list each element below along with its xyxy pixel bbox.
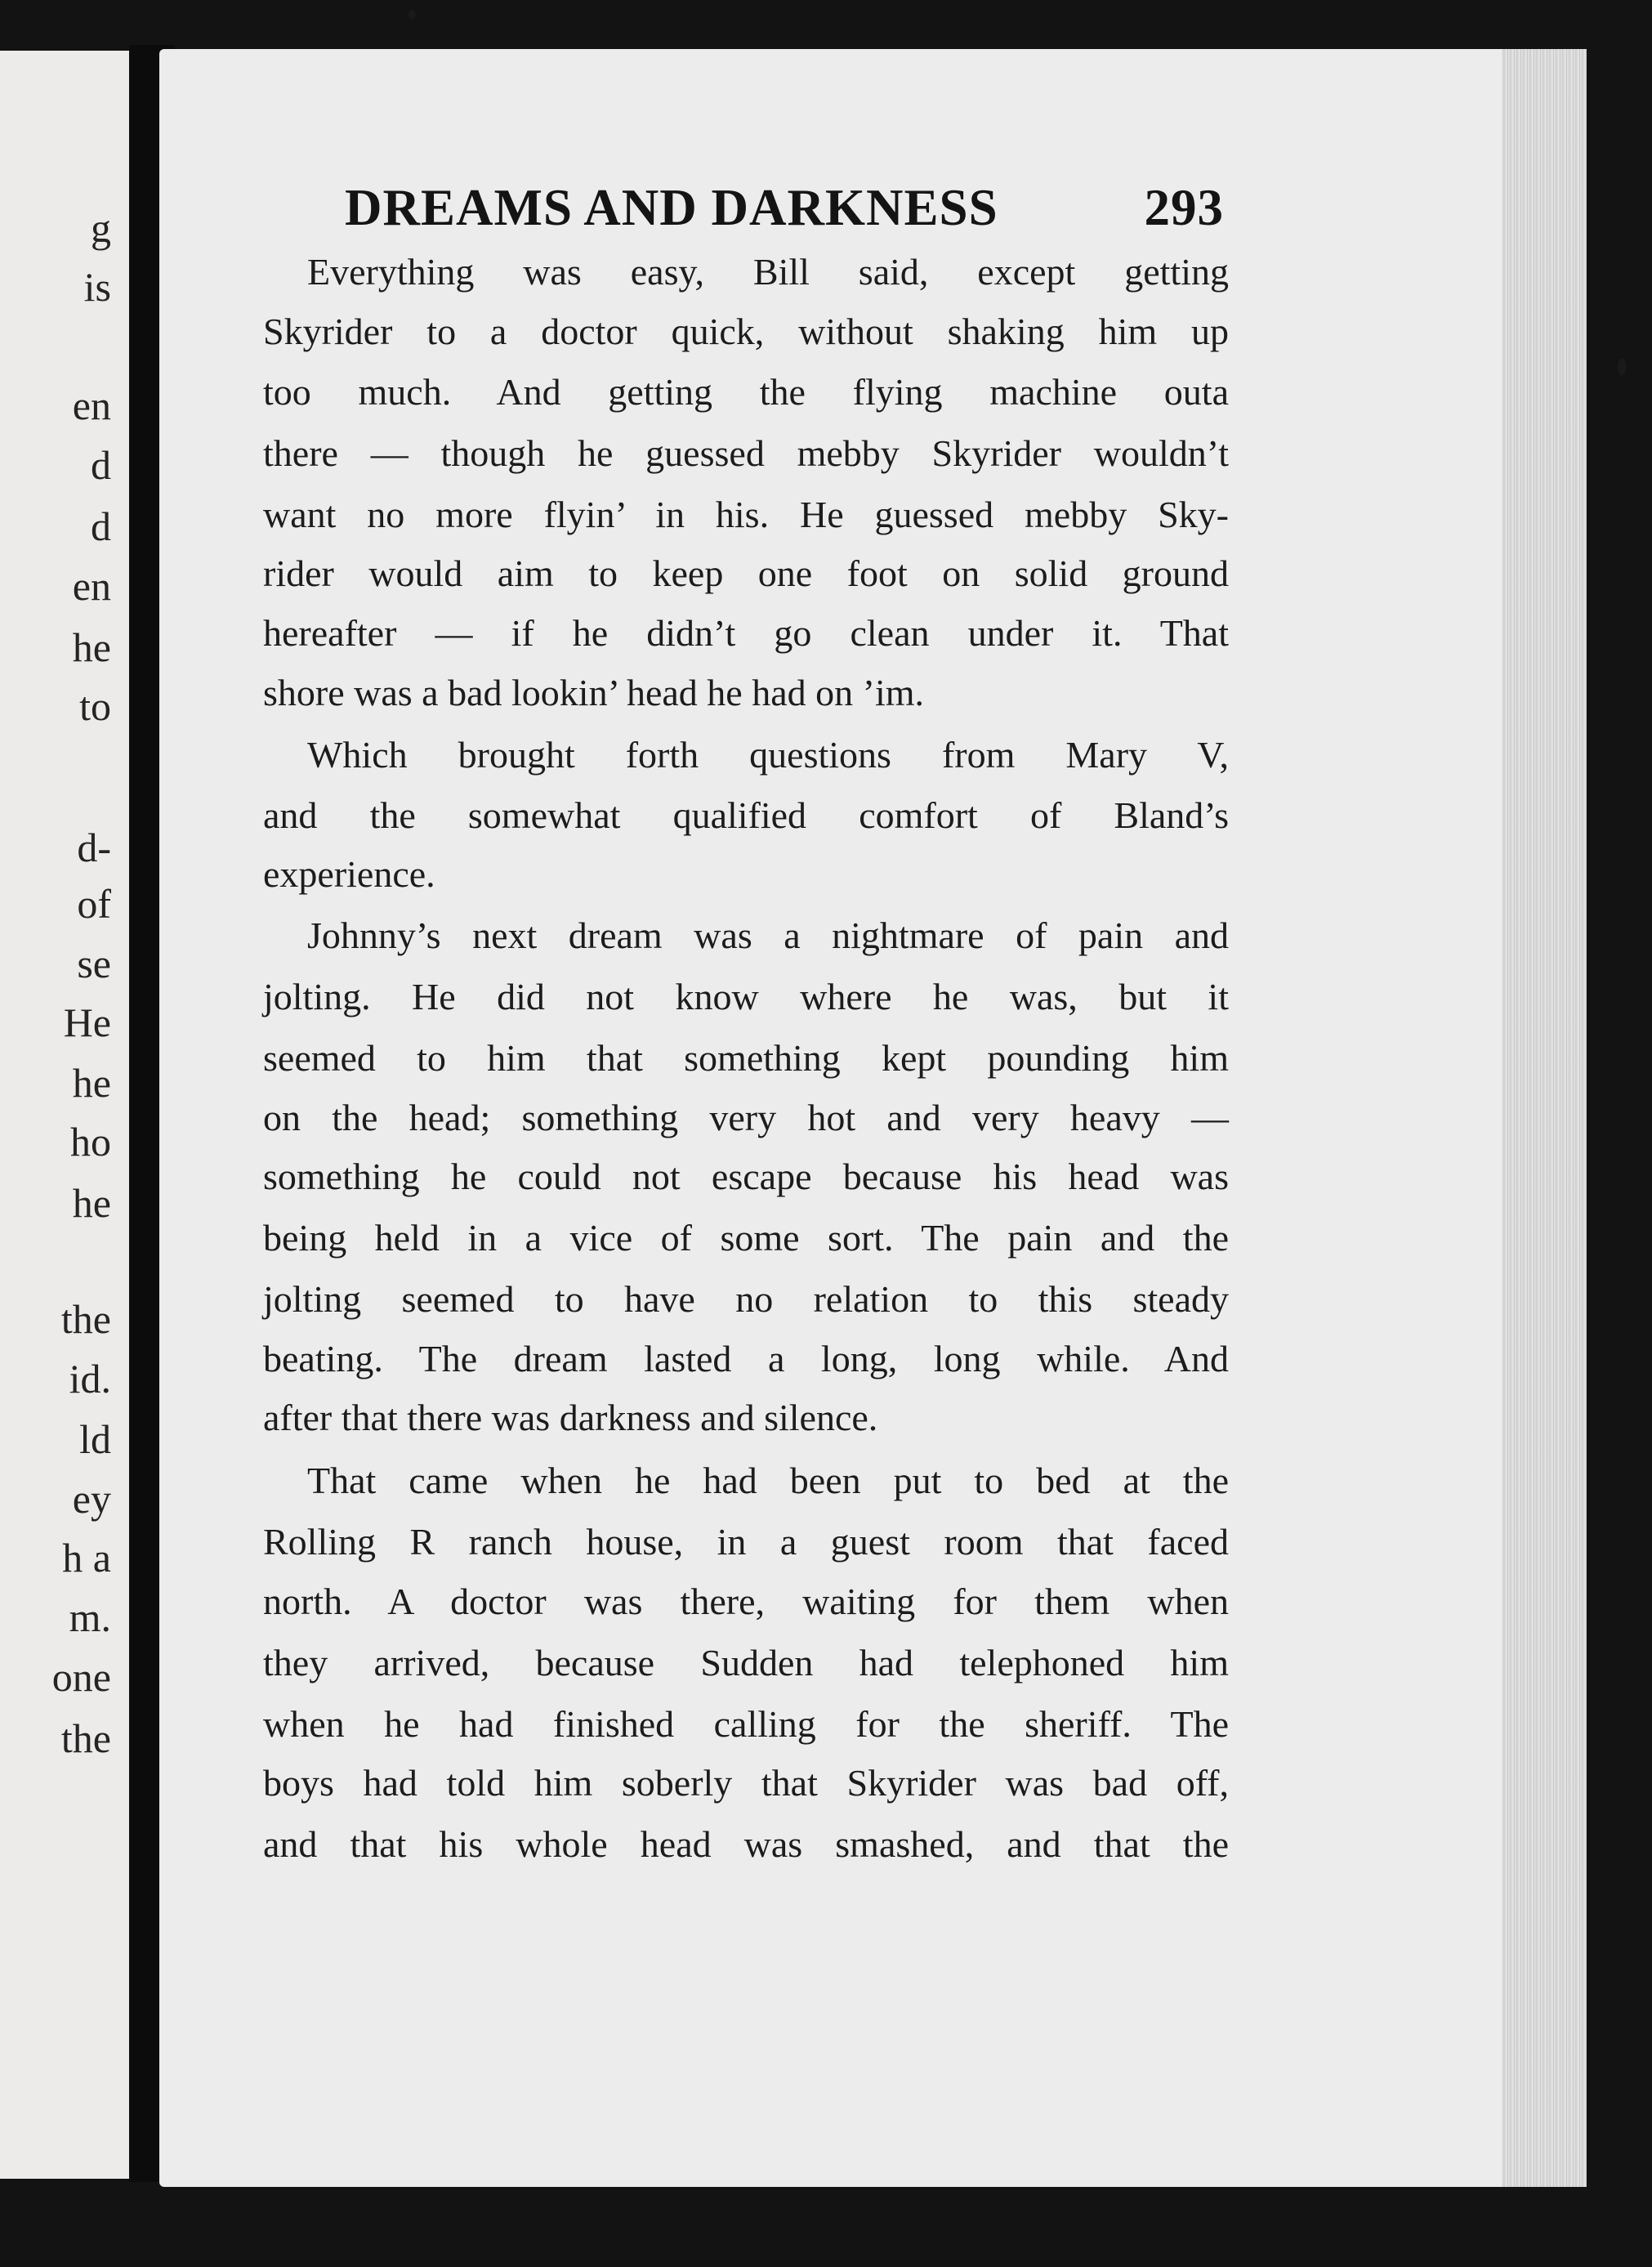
text-line: when he had finished calling for the sheriff. The xyxy=(263,1703,1229,1745)
text-line: after that there was darkness and silence. xyxy=(263,1397,878,1438)
text-line: shore was a bad lookin’ head he had on ’im. xyxy=(263,672,925,713)
text-line: beating. The dream lasted a long, long while. And xyxy=(263,1338,1229,1379)
dust-speck xyxy=(1618,358,1626,376)
page-number: 293 xyxy=(1144,179,1224,236)
text-line: Johnny’s next dream was a nightmare of pain and xyxy=(307,914,1229,956)
left-page-text-fragment: He xyxy=(63,999,111,1045)
text-line: rider would aim to keep one foot on solid ground xyxy=(263,552,1229,594)
left-page-text-fragment: d xyxy=(91,442,111,488)
text-line: and that his whole head was smashed, and that the xyxy=(263,1823,1229,1865)
left-page-text-fragment: he xyxy=(72,624,111,670)
text-line: Rolling R ranch house, in a guest room that faced xyxy=(263,1521,1229,1563)
left-page-text-fragment: id. xyxy=(69,1356,111,1402)
left-page-text-fragment: g xyxy=(91,205,111,251)
left-page-text-fragment: he xyxy=(72,1060,111,1106)
left-page-text-fragment: m. xyxy=(69,1594,111,1640)
text-line: want no more flyin’ in his. He guessed mebby Sky- xyxy=(263,494,1229,535)
left-page-text-fragment: to xyxy=(79,683,111,729)
page-edge xyxy=(1502,49,1587,2187)
text-line: jolting seemed to have no relation to this steady xyxy=(263,1278,1229,1320)
text-line: boys had told him soberly that Skyrider was bad off, xyxy=(263,1762,1229,1804)
text-line: jolting. He did not know where he was, but it xyxy=(263,976,1229,1017)
text-line: and the somewhat qualified comfort of Bland’s xyxy=(263,794,1229,836)
text-line: seemed to him that something kept pounding him xyxy=(263,1037,1229,1079)
left-page-text-fragment: d xyxy=(91,503,111,549)
left-page-text-fragment: of xyxy=(77,881,111,927)
left-page-text-fragment: he xyxy=(72,1180,111,1226)
text-line: Skyrider to a doctor quick, without shaking him up xyxy=(263,311,1229,352)
text-line: That came when he had been put to bed at the xyxy=(307,1460,1229,1501)
left-page-text-fragment: ho xyxy=(70,1119,111,1165)
text-line: too much. And getting the flying machine outa xyxy=(263,371,1229,413)
left-page-text-fragment: is xyxy=(83,264,111,310)
chapter-title: DREAMS AND DARKNESS xyxy=(345,179,998,236)
text-line: there — though he guessed mebby Skyrider wouldn’t xyxy=(263,432,1229,474)
left-page-text-fragment: en xyxy=(72,563,111,609)
running-head xyxy=(345,178,1224,247)
text-line: being held in a vice of some sort. The pain and the xyxy=(263,1217,1229,1259)
text-line: Which brought forth questions from Mary V, xyxy=(307,734,1229,776)
text-line: something he could not escape because his head was xyxy=(263,1156,1229,1197)
left-page-text-fragment: se xyxy=(77,941,111,986)
dust-speck xyxy=(409,10,416,19)
left-page-text-fragment: d- xyxy=(77,825,111,870)
left-page-text-fragment: ld xyxy=(79,1416,111,1462)
left-page-text-fragment: ey xyxy=(72,1476,111,1522)
left-page-text-fragment: en xyxy=(72,382,111,428)
left-page-text-fragment: h a xyxy=(62,1535,111,1581)
text-line: they arrived, because Sudden had telephoned him xyxy=(263,1642,1229,1683)
text-line: hereafter — if he didn’t go clean under it. That xyxy=(263,612,1229,654)
text-line: Everything was easy, Bill said, except getting xyxy=(307,251,1229,293)
text-line: experience. xyxy=(263,853,435,895)
text-line: on the head; something very hot and very heavy — xyxy=(263,1097,1229,1138)
left-page-text-fragment: the xyxy=(60,1296,111,1342)
left-page-text-fragment: one xyxy=(51,1654,111,1700)
left-page-fragment xyxy=(0,51,129,2179)
text-line: north. A doctor was there, waiting for them when xyxy=(263,1581,1229,1622)
left-page-text-fragment: the xyxy=(60,1715,111,1761)
